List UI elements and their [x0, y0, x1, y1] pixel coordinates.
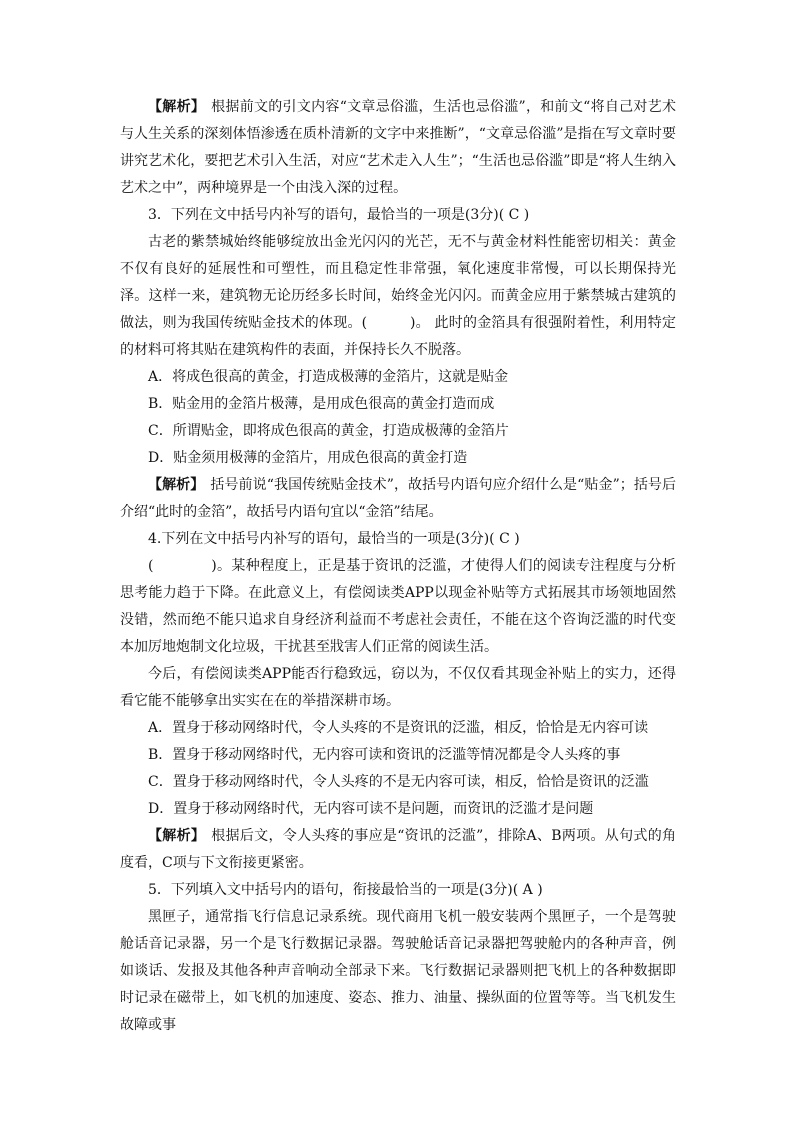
analysis-tag: 【解析】 [148, 99, 206, 115]
question-4-passage-1: ( )。某种程度上，正是基于资讯的泛滥，才使得人们的阅读专注程度与分析思考能力趋于下降。在此意义上，有偿阅读类APP以现金补贴等方式拓展其市场领地固然没错，然而绝不能只追求自身经济利益而不考虑社会责任，不能在这个咨询泛滥的时代变本加厉地炮制文化垃圾，干扰甚至戕害人们正常的阅读生活。 [120, 558, 676, 655]
question-4-passage-2: 今后，有偿阅读类APP能否行稳致远，窃以为，不仅仅看其现金补贴上的实力，还得看它能不能够拿出实实在在的举措深耕市场。 [120, 666, 676, 709]
analysis-text: 根据后文，令人头疼的事应是“资讯的泛滥”，排除A、B两项。从句式的角度看，C项与下文衔接更紧密。 [120, 828, 677, 871]
question-5-stem: 5．下列填入文中括号内的语句，衔接最恰当的一项是(3分)( A ) [148, 882, 543, 898]
document-page [120, 94, 676, 1039]
question-3-stem: 3．下列在文中括号内补写的语句，最恰当的一项是(3分)( C ) [148, 207, 530, 223]
option-a: A．置身于移动网络时代，令人头疼的不是资讯的泛滥，相反，恰恰是无内容可读 [148, 720, 649, 736]
question-5-passage: 黑匣子，通常指飞行信息记录系统。现代商用飞机一般安装两个黑匣子，一个是驾驶舱话音记录器，另一个是飞行数据记录器。驾驶舱话音记录器把驾驶舱内的各种声音，例如谈话、发报及其他各种声音响动全部录下来。飞行数据记录器则把飞机上的各种数据即时记录在磁带上，如飞机的加速度、姿态、推力、油量、操纵面的位置等等。当飞机发生故障或事 [120, 909, 676, 1033]
option-b: B．贴金用的金箔片极薄，是用成色很高的黄金打造而成 [148, 396, 495, 412]
question-3-passage: 古老的紫禁城始终能够绽放出金光闪闪的光芒，无不与黄金材料性能密切相关：黄金不仅有良好的延展性和可塑性，而且稳定性非常强，氧化速度非常慢，可以长期保持光泽。这样一来，建筑物无论历经多长时间，始终金光闪闪。而黄金应用于紫禁城古建筑的做法，则为我国传统贴金技术的体现。( )。 此时的金箔具有很强附着性，利用特定的材料可将其贴在建筑构件的表面，并保持长久不脱落。 [120, 234, 676, 358]
analysis-text: 根据前文的引文内容“文章忌俗滥，生活也忌俗滥”，和前文“将自己对艺术与人生关系的深刻体悟渗透在质朴清新的文字中来推断”，“文章忌俗滥”是指在写文章时要讲究艺术化，要把艺术引入生活，对应“艺术走入人生”；“生活也忌俗滥”即是“将人生纳入艺术之中”，两种境界是一个由浅入深的过程。 [120, 99, 676, 196]
analysis-text: 括号前说“我国传统贴金技术”，故括号内语句应介绍什么是“贴金”；括号后介绍“此时的金箔”，故括号内语句宜以“金箔”结尾。 [120, 477, 676, 520]
question-4-stem: 4.下列在文中括号内补写的语句，最恰当的一项是(3分)( C ) [148, 531, 520, 547]
analysis-paragraph [120, 472, 676, 526]
option-c: C．置身于移动网络时代，令人头疼的不是无内容可读，相反，恰恰是资讯的泛滥 [148, 774, 649, 790]
analysis-paragraph [120, 823, 676, 877]
option-c: C．所谓贴金，即将成色很高的黄金，打造成极薄的金箔片 [148, 423, 509, 439]
option-b: B．置身于移动网络时代，无内容可读和资讯的泛滥等情况都是令人头疼的事 [148, 747, 621, 763]
option-d: D．贴金须用极薄的金箔片，用成色很高的黄金打造 [148, 450, 468, 466]
option-d: D．置身于移动网络时代，无内容可读不是问题，而资讯的泛滥才是问题 [148, 801, 594, 817]
analysis-paragraph [120, 94, 676, 202]
option-a: A．将成色很高的黄金，打造成极薄的金箔片，这就是贴金 [148, 369, 509, 385]
analysis-tag: 【解析】 [148, 828, 206, 844]
analysis-tag: 【解析】 [148, 477, 205, 493]
